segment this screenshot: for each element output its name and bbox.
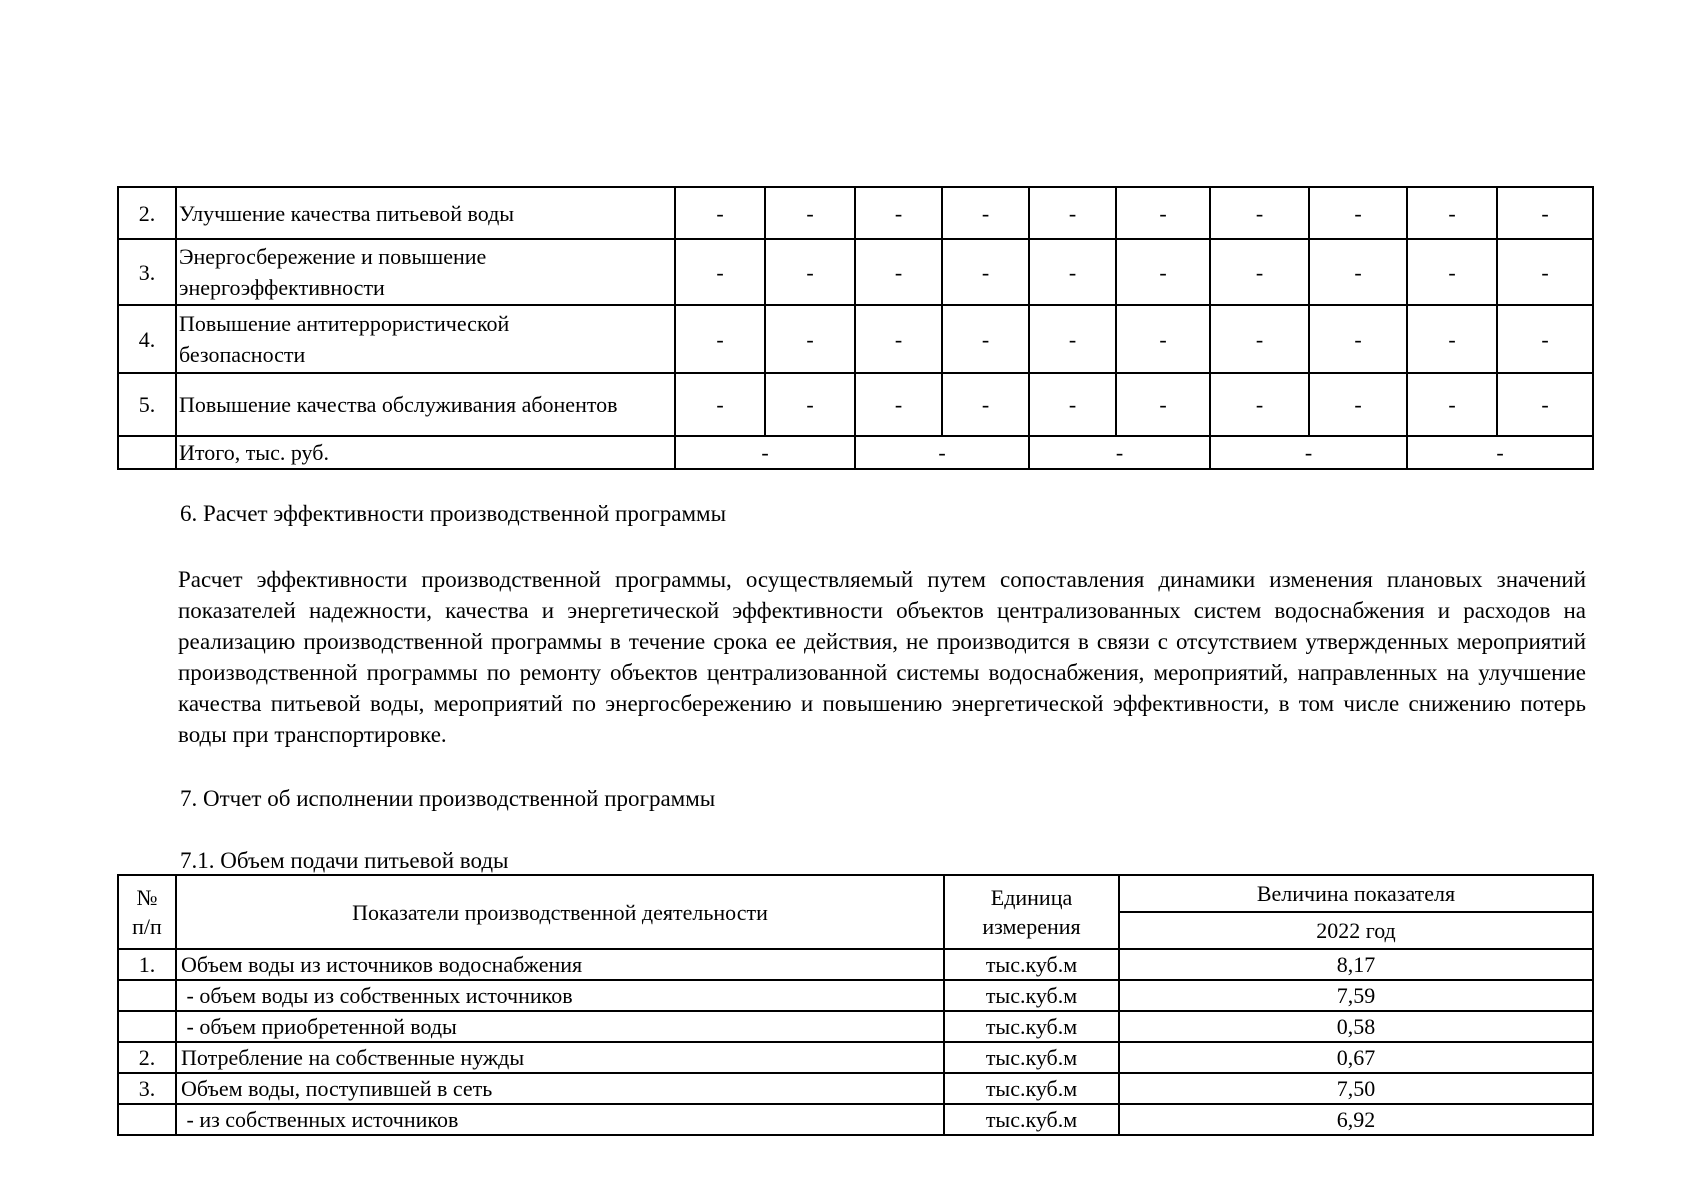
indicator-name: Потребление на собственные нужды [176, 1042, 944, 1073]
value-cell: - [675, 239, 765, 305]
measure-name [176, 239, 675, 305]
value-cell: - [1116, 187, 1210, 239]
water-supply-table [117, 874, 1594, 1136]
value-cell: - [675, 187, 765, 239]
section-7-title: 7. Отчет об исполнении производственной программы [180, 786, 716, 811]
measure-name-line: Повышение качества обслуживания абонентов [179, 392, 618, 417]
table-row [118, 239, 1593, 305]
row-number: 2. [118, 1042, 176, 1073]
value-cell: - [765, 239, 855, 305]
value-cell: - [942, 305, 1029, 373]
table-row [118, 949, 1593, 980]
unit-cell: тыс.куб.м [944, 980, 1119, 1011]
value-cell: - [1029, 373, 1116, 436]
unit-cell: тыс.куб.м [944, 949, 1119, 980]
value-cell: - [1210, 373, 1309, 436]
header-indicator: Показатели производственной деятельности [176, 875, 944, 949]
row-number [118, 1104, 176, 1135]
total-value: - [1210, 436, 1407, 469]
table-row [118, 187, 1593, 239]
value-cell: - [855, 187, 942, 239]
value-cell: - [1309, 239, 1407, 305]
indicator-name: Объем воды, поступившей в сеть [176, 1073, 944, 1104]
value-cell: - [1116, 239, 1210, 305]
total-label: Итого, тыс. руб. [176, 436, 675, 469]
value-cell: - [1309, 373, 1407, 436]
header-unit: Единица измерения [944, 875, 1119, 949]
row-number: 5. [118, 373, 176, 436]
value-cell: - [855, 373, 942, 436]
value-cell: - [1407, 373, 1497, 436]
row-number: 3. [118, 1073, 176, 1104]
table-header-row [118, 875, 1593, 912]
value-cell: - [1029, 187, 1116, 239]
value-cell: 7,50 [1119, 1073, 1593, 1104]
row-number: 3. [118, 239, 176, 305]
unit-cell: тыс.куб.м [944, 1042, 1119, 1073]
table-row [118, 980, 1593, 1011]
value-cell: - [1116, 373, 1210, 436]
row-number [118, 1011, 176, 1042]
total-value: - [1029, 436, 1210, 469]
value-cell: 8,17 [1119, 949, 1593, 980]
value-cell: - [675, 373, 765, 436]
header-value-group: Величина показателя [1119, 875, 1593, 912]
value-cell: - [855, 305, 942, 373]
value-cell: - [765, 305, 855, 373]
value-cell: - [942, 187, 1029, 239]
measure-name [176, 373, 675, 436]
measure-name-line: энергоэффективности [179, 275, 385, 300]
measure-name [176, 187, 675, 239]
row-number: 2. [118, 187, 176, 239]
unit-cell: тыс.куб.м [944, 1011, 1119, 1042]
value-cell: - [855, 239, 942, 305]
value-cell: - [1407, 305, 1497, 373]
unit-cell: тыс.куб.м [944, 1073, 1119, 1104]
value-cell: 0,58 [1119, 1011, 1593, 1042]
row-number: 1. [118, 949, 176, 980]
measure-name-line: Улучшение качества питьевой воды [179, 200, 515, 226]
value-cell: - [942, 239, 1029, 305]
value-cell: - [1210, 187, 1309, 239]
indicator-name: - объем приобретенной воды [176, 1011, 944, 1042]
total-value: - [675, 436, 855, 469]
value-cell: - [1210, 239, 1309, 305]
indicator-name: - объем воды из собственных источников [176, 980, 944, 1011]
indicator-name: Объем воды из источников водоснабжения [176, 949, 944, 980]
value-cell: - [675, 305, 765, 373]
table-row [118, 1042, 1593, 1073]
value-cell: - [1116, 305, 1210, 373]
value-cell: - [1309, 187, 1407, 239]
measure-name [176, 305, 675, 373]
section-7-1-title: 7.1. Объем подачи питьевой воды [180, 848, 509, 873]
value-cell: - [1407, 239, 1497, 305]
value-cell: - [765, 373, 855, 436]
header-num: № п/п [118, 875, 176, 949]
value-cell: - [1497, 239, 1593, 305]
table-row [118, 373, 1593, 436]
value-cell: 0,67 [1119, 1042, 1593, 1073]
indicator-name: - из собственных источников [176, 1104, 944, 1135]
value-cell: - [1309, 305, 1407, 373]
value-cell: - [942, 373, 1029, 436]
measure-name-line: безопасности [179, 342, 306, 367]
header-year: 2022 год [1119, 912, 1593, 949]
total-value: - [855, 436, 1029, 469]
row-number [118, 980, 176, 1011]
value-cell: - [1029, 305, 1116, 373]
total-value: - [1407, 436, 1593, 469]
unit-cell: тыс.куб.м [944, 1104, 1119, 1135]
table-row [118, 1104, 1593, 1135]
row-number: 4. [118, 305, 176, 373]
value-cell: - [1497, 187, 1593, 239]
table-row [118, 1073, 1593, 1104]
value-cell: - [1210, 305, 1309, 373]
section-6-title: 6. Расчет эффективности производственной программы [180, 501, 727, 526]
measure-name-line-justified: Энергосбережение и повышение [179, 244, 487, 269]
total-num [118, 436, 176, 469]
measures-table [117, 186, 1594, 470]
measure-name-line-justified: Повышение антитеррористической [179, 311, 510, 336]
table-row [118, 1011, 1593, 1042]
value-cell: 7,59 [1119, 980, 1593, 1011]
value-cell: - [1029, 239, 1116, 305]
table-row [118, 305, 1593, 373]
value-cell: - [765, 187, 855, 239]
value-cell: - [1407, 187, 1497, 239]
value-cell: - [1497, 373, 1593, 436]
section-6-text: Расчет эффективности производственной программы, осуществляемый путем сопоставления динамики изменения плановых значений показателей надежности, качества и энергетической эффективности объектов централизованных систем водоснабжения и расходов на реализацию производственной программы в течение срока ее действия, не производится в связи с отсутствием утвержденных мероприятий производственной программы по ремонту объектов централизованной системы водоснабжения, мероприятий, направленных на улучшение качества питьевой воды, мероприятий по энергосбережению и повышению энергетической эффективности, в том числе снижению потерь воды при транспортировке. [178, 567, 1586, 747]
value-cell: 6,92 [1119, 1104, 1593, 1135]
value-cell: - [1497, 305, 1593, 373]
total-row [118, 436, 1593, 469]
